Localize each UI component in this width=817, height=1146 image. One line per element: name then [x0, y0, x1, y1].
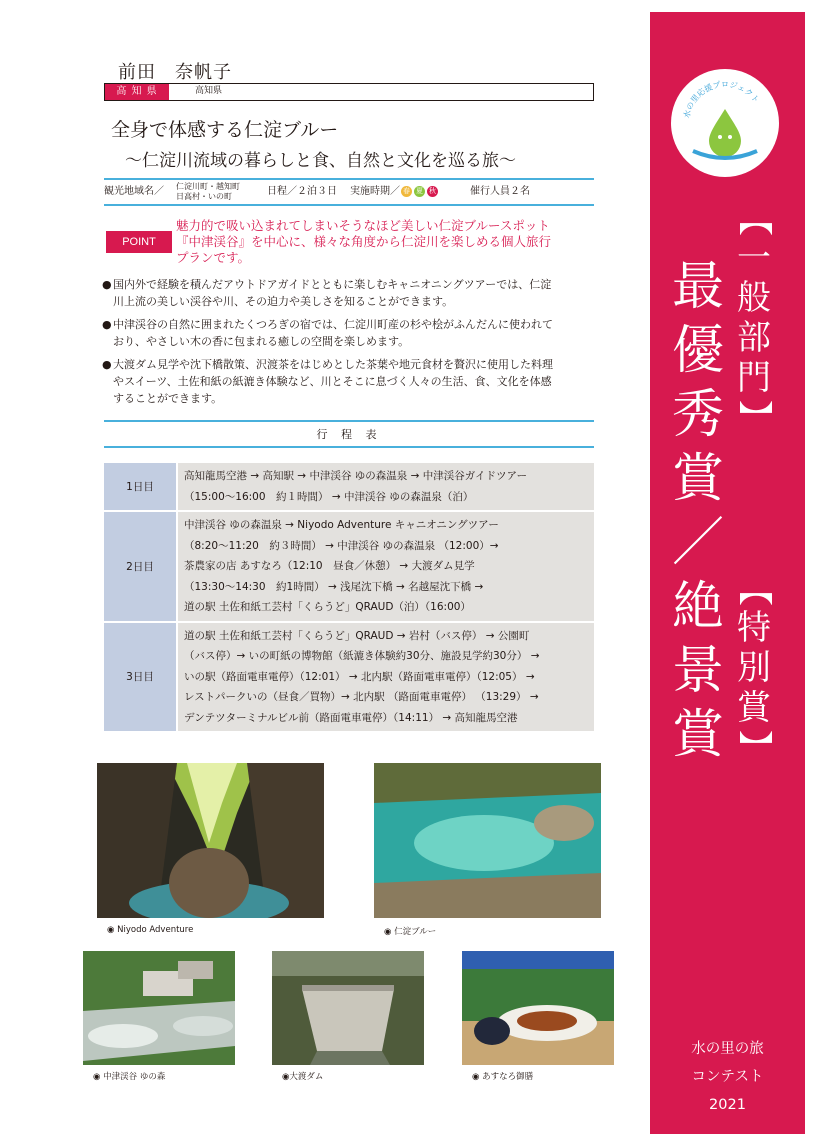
season-icons [401, 185, 440, 198]
route-line: レストパークいの（昼食／買物）→ 北内駅 （路面電車電停） （13:29） → [184, 691, 539, 703]
route-line: （15:00〜16:00 約１時間） → 中津渓谷 ゆの森温泉（泊） [184, 490, 474, 503]
bracket-open: 【 [734, 572, 774, 606]
table-row [104, 511, 594, 622]
bullet-icon: ● [102, 318, 112, 331]
special-char: 特 [737, 608, 771, 648]
route-line: 茶農家の店 あすなろ（12:10 昼食／休憩） → 大渡ダム見学 [184, 560, 475, 572]
divider [104, 446, 594, 448]
project-logo [671, 69, 779, 177]
contest-line: コンテスト [691, 1069, 764, 1085]
photo-caption: ◉大渡ダム [282, 1072, 324, 1082]
route-line: （13:30〜14:30 約1時間） → 浅尾沈下橋 → 名越屋沈下橋 → [184, 580, 484, 593]
contest-line: 2021 [709, 1097, 746, 1113]
category-general [730, 200, 778, 436]
area-label: 観光地域名／ [104, 186, 164, 197]
route-line: 道の駅 土佐和紙工芸村「くらうど」QRAUD → 岩村（バス停） → 公園町 [184, 629, 530, 642]
photo-niyodo-blue [374, 763, 601, 918]
category-char: 般 [737, 278, 771, 318]
category-char: 部 [737, 318, 771, 358]
area-line-1: 仁淀川町・越知町 [176, 182, 240, 191]
award-char: 絶 [671, 577, 724, 637]
award-char: 景 [671, 641, 724, 701]
table-row [104, 463, 594, 511]
list-item [104, 356, 602, 407]
bracket-close: 】 [734, 400, 774, 434]
route-line: （8:20〜11:20 約３時間） → 中津渓谷 ゆの森温泉 （12:00）→ [184, 539, 499, 552]
bracket-close: 】 [734, 730, 774, 764]
photo-caption: ◉ 中津渓谷 ゆの森 [93, 1072, 166, 1082]
water-drop-icon [671, 69, 779, 177]
award-char: 賞 [671, 705, 724, 765]
award-char: ／ [671, 513, 724, 573]
day-cell: 2日目 [104, 511, 177, 622]
bullet-line: おり、やさしい木の香に包まれる癒しの空間を楽しめます。 [113, 335, 410, 348]
area-line-2: 日高村・いの町 [176, 192, 232, 201]
plan-subtitle: 〜仁淀川流域の暮らしと食、自然と文化を巡る旅〜 [125, 151, 516, 171]
list-item [104, 316, 602, 350]
table-row [104, 622, 594, 733]
bullet-line: 大渡ダム見学や沈下橋散策、沢渡茶をはじめとした茶葉や地元食材を贅沢に使用した料理 [113, 358, 553, 371]
point-badge: POINT [106, 231, 172, 253]
prefecture-bar [104, 83, 594, 101]
award-char: 秀 [671, 385, 724, 445]
bullet-icon: ● [102, 358, 112, 371]
svg-text:水の里応援プロジェクト [681, 80, 761, 119]
photo-caption: ◉ あすなろ御膳 [472, 1072, 534, 1082]
itinerary-table [104, 463, 594, 733]
point-line: 『中津渓谷』を中心に、様々な角度から仁淀川を楽しめる個人旅行 [176, 234, 552, 249]
bullet-line: 国内外で経験を積んだアウトドアガイドとともに楽しむキャニオニングツアーでは、仁淀 [113, 278, 552, 291]
contest-line: 水の里の旅 [691, 1041, 764, 1057]
season-label: 実施時期／ [350, 186, 400, 197]
bullet-line: することができます。 [113, 392, 223, 405]
point-line: プランです。 [176, 250, 251, 265]
divider [104, 178, 594, 180]
photo-caption: ◉ Niyodo Adventure [107, 925, 194, 935]
day-cell: 1日目 [104, 463, 177, 511]
prefecture-name: 高知県 [195, 86, 223, 96]
bullet-icon: ● [102, 278, 112, 291]
divider [104, 420, 594, 422]
route-cell [177, 622, 594, 733]
special-char: 賞 [737, 688, 771, 728]
category-char: 一 [737, 238, 771, 278]
summer-icon: 夏 [416, 186, 423, 195]
award-char: 賞 [671, 449, 724, 509]
autumn-icon: 秋 [429, 186, 436, 195]
contest-name [650, 1035, 805, 1119]
route-line: 中津渓谷 ゆの森温泉 → Niyodo Adventure キャニオニングツアー [184, 519, 499, 531]
logo-text: 水の里応援プロジェクト [682, 79, 761, 119]
itinerary-heading: 行 程 表 [316, 428, 382, 441]
bracket-open: 【 [734, 202, 774, 236]
route-line: いの駅（路面電車電停）（12:01） → 北内駅（路面電車電停）（12:05） → [184, 670, 535, 683]
route-line: （バス停）→ いの町紙の博物館（紙漉き体験約30分、施設見学約30分） → [184, 650, 540, 662]
people-count: 催行人員２名 [470, 186, 530, 197]
award-title [670, 255, 726, 767]
spring-icon: 春 [403, 186, 410, 195]
category-char: 門 [737, 358, 771, 398]
photo-yunomori [83, 951, 235, 1065]
schedule: 日程／２泊３日 [267, 186, 337, 197]
bullet-line: 中津渓谷の自然に囲まれたくつろぎの宿では、仁淀川町産の杉や桧がふんだんに使われて [113, 318, 553, 331]
photo-owatari-dam [272, 951, 424, 1065]
route-line: デンテツターミナルビル前（路面電車電停）（14:11） → 高知龍馬空港 [184, 711, 518, 724]
author-name: 前田 奈帆子 [118, 62, 232, 83]
award-char: 最 [671, 257, 724, 317]
divider [104, 204, 594, 206]
route-cell [177, 463, 594, 511]
route-cell [177, 511, 594, 622]
bullet-line: やスイーツ、土佐和紙の紙漉き体験など、川とそこに息づく人々の生活、食、文化を体感 [113, 375, 552, 388]
special-char: 別 [737, 648, 771, 688]
bullet-line: 川上流の美しい渓谷や川、その迫力や美しさを知ることができます。 [113, 295, 454, 308]
route-line: 道の駅 土佐和紙工芸村「くらうど」QRAUD（泊）（16:00） [184, 601, 471, 613]
photo-asunaro-meal [462, 951, 614, 1065]
category-special [730, 570, 778, 766]
point-line: 魅力的で吸い込まれてしまいそうなほど美しい仁淀ブルースポット [176, 218, 550, 233]
point-text [176, 218, 606, 266]
plan-title: 全身で体感する仁淀ブルー [111, 119, 339, 141]
photo-canyon [97, 763, 324, 918]
highlights-list [104, 276, 602, 413]
prefecture-tag: 高 知 県 [105, 84, 169, 100]
award-char: 優 [671, 321, 724, 381]
photo-caption: ◉ 仁淀ブルー [384, 927, 437, 937]
route-line: 高知龍馬空港 → 高知駅 → 中津渓谷 ゆの森温泉 → 中津渓谷ガイドツアー [184, 470, 528, 482]
list-item [104, 276, 602, 310]
day-cell: 3日目 [104, 622, 177, 733]
